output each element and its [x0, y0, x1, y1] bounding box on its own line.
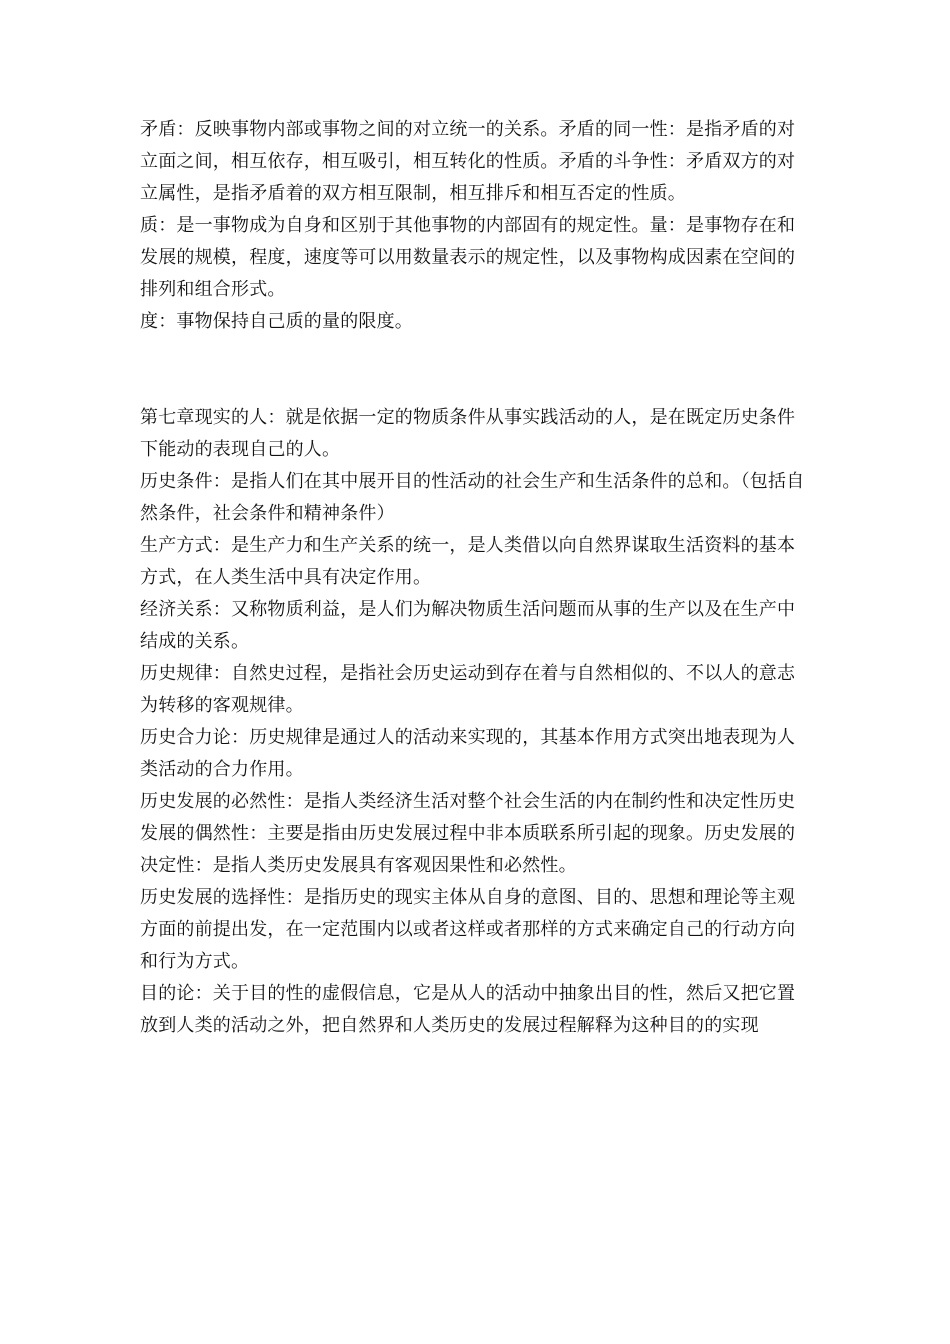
paragraph-teleology: 目的论：关于目的性的虚假信息，它是从人的活动中抽象出目的性，然后又把它置放到人类的活动之外，把自然界和人类历史的发展过程解释为这种目的的实现	[140, 983, 796, 1036]
paragraph-quality-quantity: 质：是一事物成为自身和区别于其他事物的内部固有的规定性。量：是事物存在和发展的规模，程度，速度等可以用数量表示的规定性，以及事物构成因素在空间的排列和组合形式。	[140, 215, 796, 300]
paragraph-mode-of-production: 生产方式：是生产力和生产关系的统一，是人类借以向自然界谋取生活资料的基本方式，在人类生活中具有决定作用。	[140, 535, 796, 588]
paragraph-historical-necessity: 历史发展的必然性：是指人类经济生活对整个社会生活的内在制约性和决定性历史发展的偶然性：主要是指由历史发展过程中非本质联系所引起的现象。历史发展的决定性：是指人类历史发展具有客观因果性和必然性。	[140, 791, 796, 876]
paragraph-historical-laws: 历史规律：自然史过程，是指社会历史运动到存在着与自然相似的、不以人的意志为转移的客观规律。	[140, 663, 796, 716]
paragraph-resultant-force: 历史合力论：历史规律是通过人的活动来实现的，其基本作用方式突出地表现为人类活动的合力作用。	[140, 727, 796, 780]
paragraph-economic-relations: 经济关系：又称物质利益，是人们为解决物质生活问题而从事的生产以及在生产中结成的关系。	[140, 599, 796, 652]
paragraph-real-person: 第七章现实的人：就是依据一定的物质条件从事实践活动的人，是在既定历史条件下能动的表现自己的人。	[140, 407, 796, 460]
paragraph-historical-conditions: 历史条件：是指人们在其中展开目的性活动的社会生产和生活条件的总和。（包括自然条件，社会条件和精神条件）	[140, 471, 805, 524]
paragraph-historical-selectivity: 历史发展的选择性：是指历史的现实主体从自身的意图、目的、思想和理论等主观方面的前提出发，在一定范围内以或者这样或者那样的方式来确定自己的行动方向和行为方式。	[140, 887, 796, 972]
paragraph-degree: 度：事物保持自己质的量的限度。	[140, 311, 413, 332]
document-body	[140, 114, 812, 1042]
paragraph-contradiction: 矛盾：反映事物内部或事物之间的对立统一的关系。矛盾的同一性：是指矛盾的对立面之间，相互依存，相互吸引，相互转化的性质。矛盾的斗争性：矛盾双方的对立属性，是指矛盾着的双方相互限制，相互排斥和相互否定的性质。	[140, 119, 796, 204]
section-spacer	[140, 338, 812, 402]
